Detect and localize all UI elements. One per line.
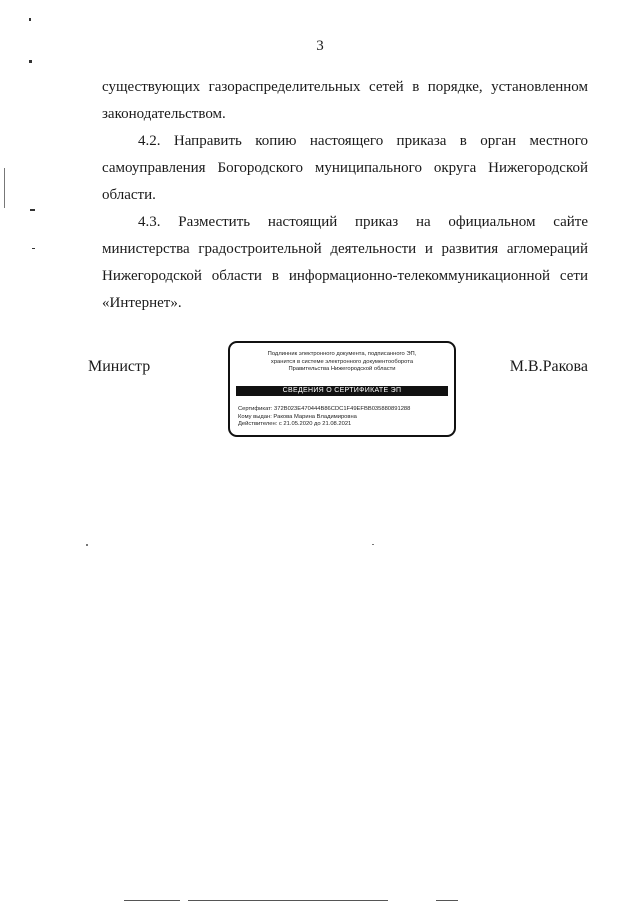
scan-mark: [86, 544, 88, 546]
footer-line: [436, 900, 458, 901]
stamp-certificate-number: Сертификат: 372B023E470444B86CDC1F49EFBB035880891288: [238, 406, 411, 412]
paragraph-continuation: существующих газораспределительных сетей в порядке, установленном законодательством.: [102, 79, 588, 122]
stamp-notice: [230, 351, 454, 374]
stamp-notice-line: Подлинник электронного документа, подписанного ЭП,: [267, 351, 417, 357]
scan-mark: [29, 60, 32, 63]
footer-line: [124, 900, 180, 901]
footer-line: [188, 900, 388, 901]
signer-name: М.В.Ракова: [509, 358, 588, 375]
scan-mark: [32, 248, 35, 249]
electronic-signature-stamp: [228, 341, 456, 437]
scan-mark: [30, 209, 35, 211]
scan-mark: [4, 168, 5, 208]
stamp-header-bar: СВЕДЕНИЯ О СЕРТИФИКАТЕ ЭП: [236, 386, 448, 396]
page-number: 3: [316, 38, 324, 54]
scan-mark: [29, 18, 31, 21]
stamp-notice-line: Правительства Нижегородской области: [288, 366, 396, 372]
paragraph-4-3: 4.3. Разместить настоящий приказ на официальном сайте министерства градостроительной деятельности и развития агломераций Нижегородской области в информационно-телекоммуникационной сети «Интернет».: [102, 214, 588, 311]
paragraph-4-2: 4.2. Направить копию настоящего приказа в орган местного самоуправления Богородского муниципального округа Нижегородской области.: [102, 133, 588, 203]
stamp-issued-to: Кому выдан: Ракова Марина Владимировна: [238, 413, 357, 420]
stamp-notice-line: хранится в системе электронного документооборота: [270, 358, 414, 365]
scan-mark: [372, 544, 374, 545]
stamp-validity: Действителен: с 21.05.2020 до 21.08.2021: [238, 421, 352, 428]
stamp-certificate-details: [238, 406, 410, 429]
signer-title: Министр: [88, 358, 151, 375]
